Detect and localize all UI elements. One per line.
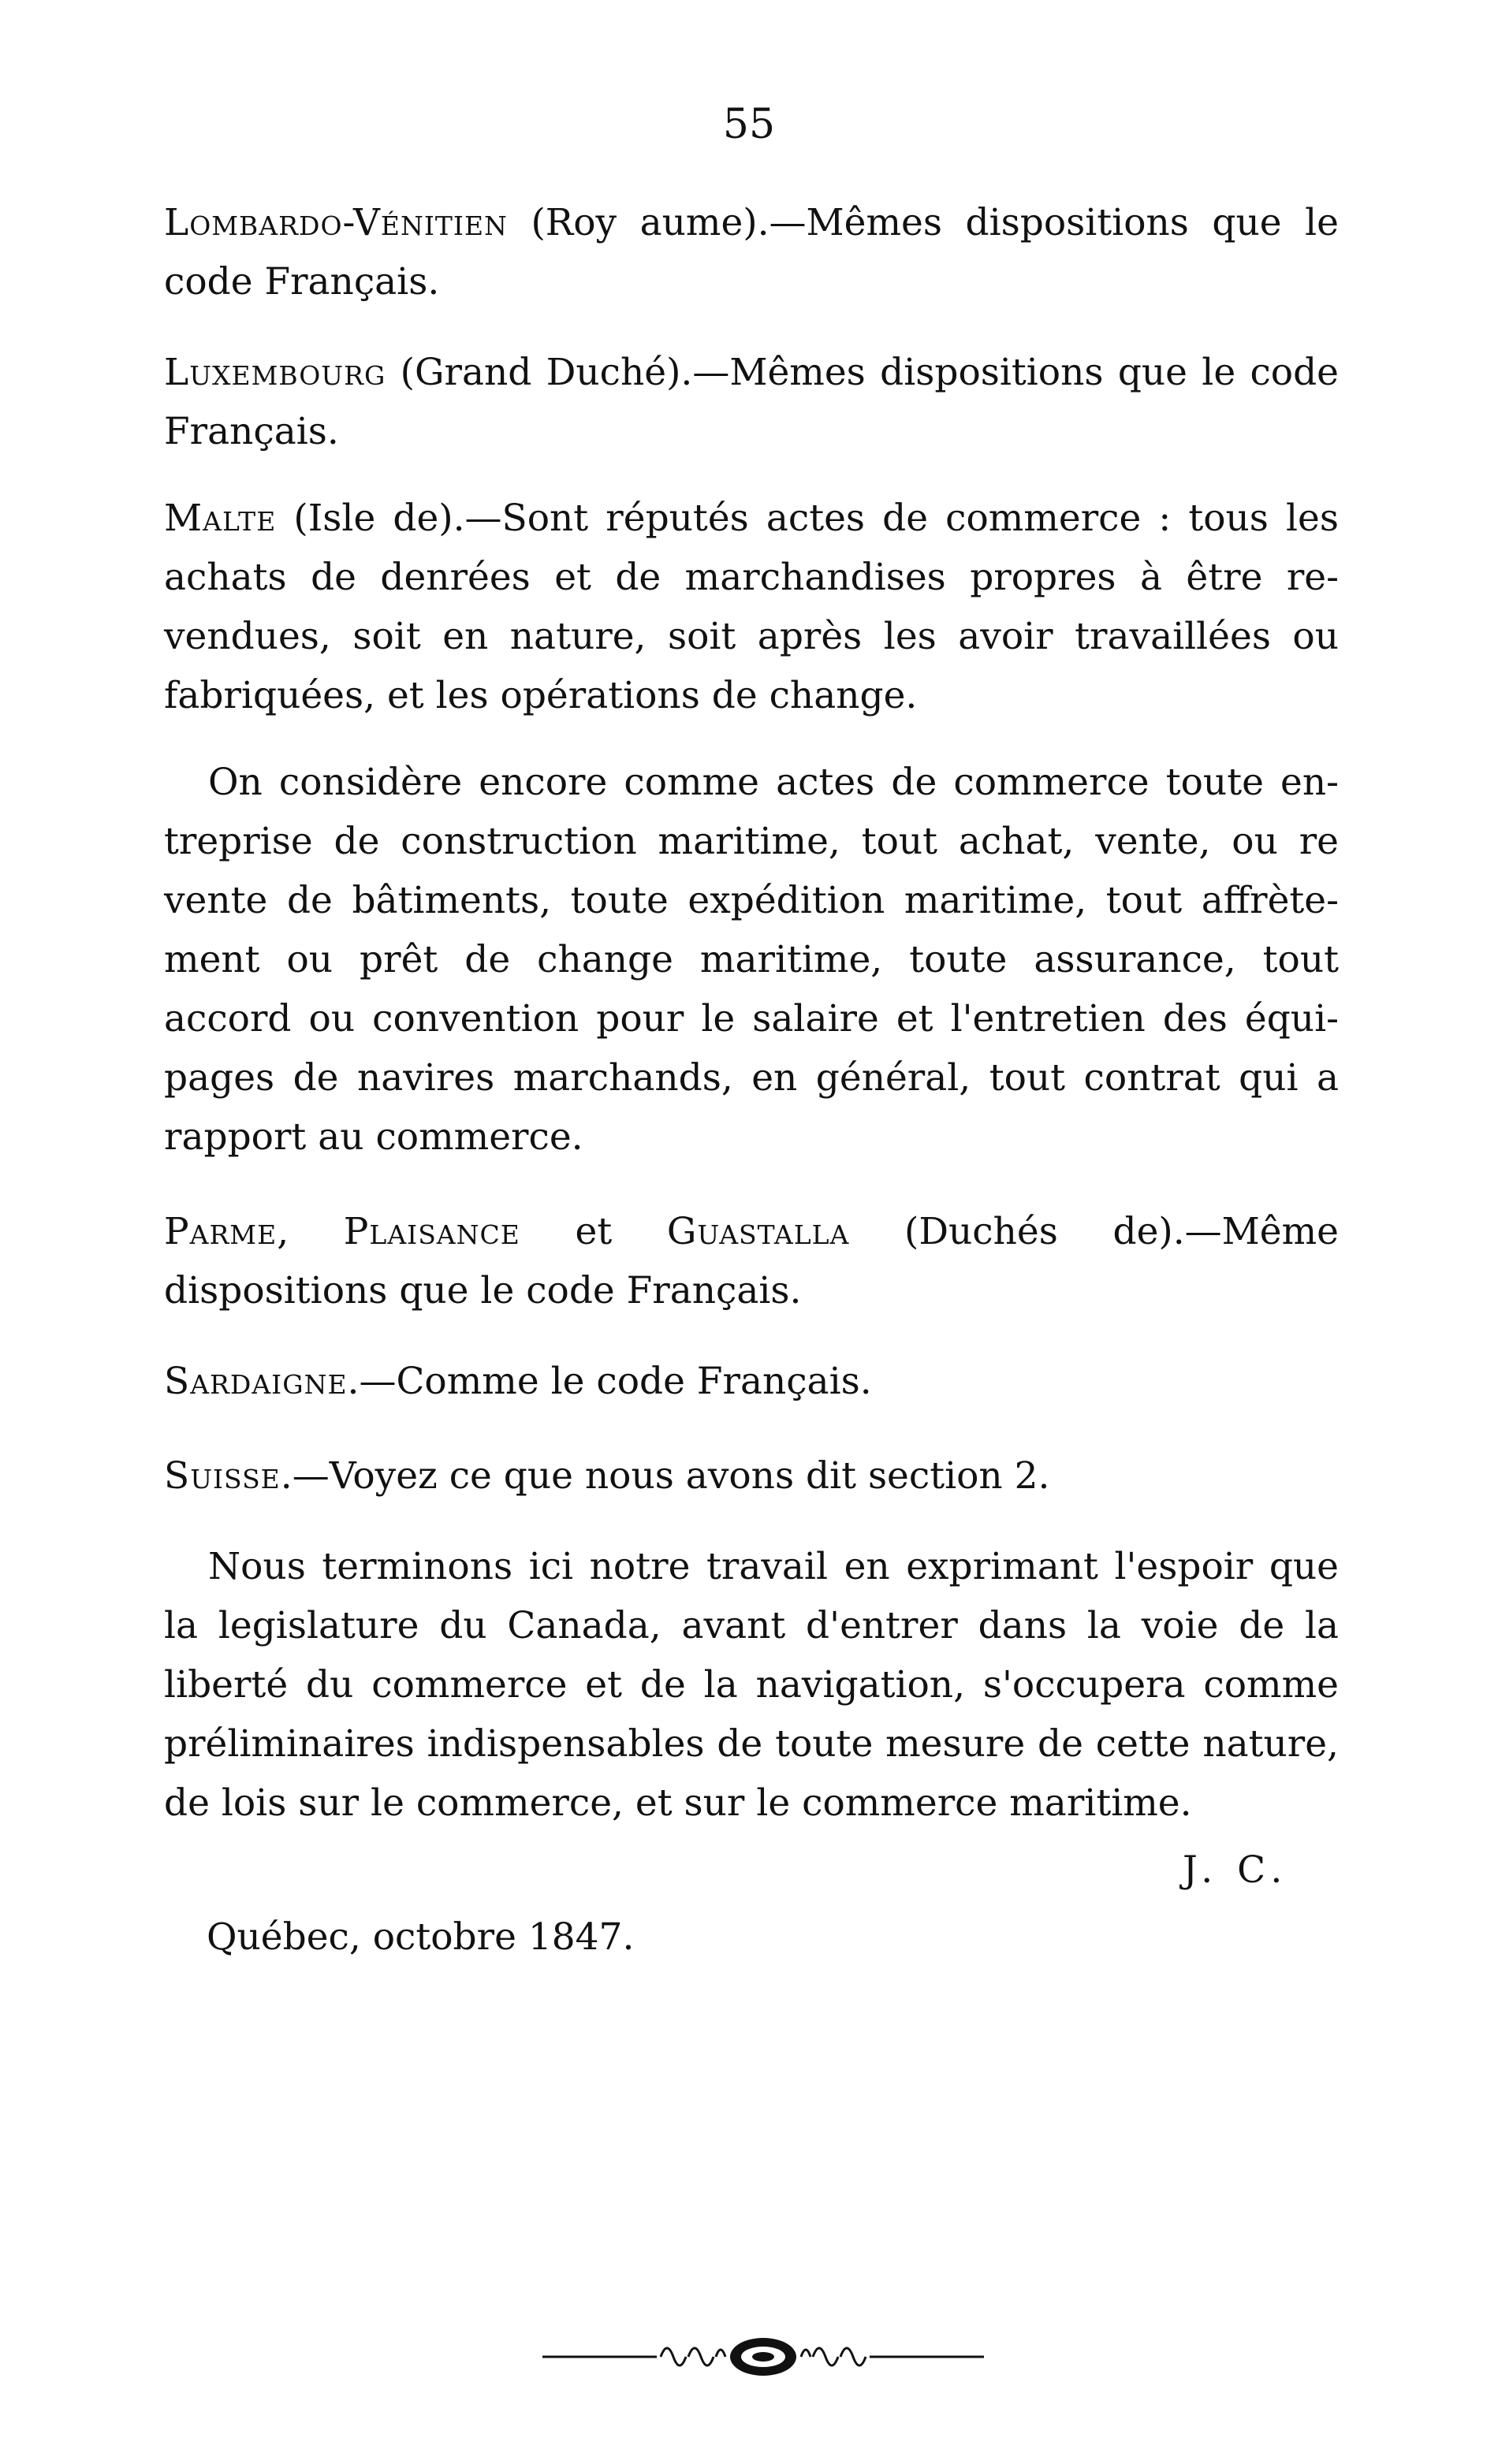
entry-malte	[164, 489, 1339, 725]
entry-text: (Isle de).—Sont réputés actes de commerce : tous les achats de denrées et de marchandises propres à être re-vendues, soit en nature, soit après les avoir travaillées ou fabriquées, et les opérations de change.	[164, 497, 1339, 717]
entry-text: (Roy aume).—Mêmes dispositions que le code Français.	[164, 201, 1339, 303]
entry-suisse	[164, 1446, 1339, 1506]
entry-text: .—Voyez ce que nous avons dit section 2.	[280, 1454, 1050, 1498]
entry-text: (Grand Duché).—Mêmes dispositions que le code Français.	[164, 351, 1339, 453]
entry-heading-guastalla: Guastalla	[666, 1210, 850, 1253]
entry-sardaigne	[164, 1352, 1339, 1411]
paragraph-text: Nous terminons ici notre travail en exprimant l'espoir que la legislature du Canada, avant d'entrer dans la voie de la liberté du commerce et de la navigation, s'occupera comme préliminaires indispensables de toute mesure de cette nature, de lois sur le commerce, et sur le commerce maritime.	[164, 1545, 1339, 1825]
entry-lombardo-venitien	[164, 193, 1339, 311]
entry-heading-plaisance: Plaisance	[343, 1210, 520, 1253]
entry-luxembourg	[164, 343, 1339, 461]
page-number: 55	[722, 101, 776, 148]
paragraph-conclusion	[164, 1537, 1339, 1833]
entry-heading: Malte	[164, 497, 277, 540]
entry-heading: Suisse	[164, 1454, 281, 1498]
entry-heading: Sardaigne	[164, 1360, 348, 1403]
place-date: Québec, octobre 1847.	[207, 1915, 635, 1959]
paragraph-actes-de-commerce	[164, 753, 1339, 1167]
entry-text: (Duchés de).—Même dispositions que le code Français.	[164, 1210, 1339, 1312]
entry-separator: et	[520, 1210, 667, 1253]
entry-heading-parme: Parme	[164, 1210, 278, 1253]
entry-text: .—Comme le code Français.	[347, 1360, 872, 1403]
entry-parme	[164, 1202, 1339, 1320]
paragraph-text: On considère encore comme actes de commerce toute en-treprise de construction maritime, tout achat, vente, ou re vente de bâtiments, toute expédition maritime, tout affrète-ment ou prêt de change maritime, toute assurance, tout accord ou convention pour le salaire et l'entretien des équi-pages de navires marchands, en général, tout contrat qui a rapport au commerce.	[164, 761, 1339, 1159]
entry-separator: ,	[277, 1210, 344, 1253]
entry-heading: Lombardo-Vénitien	[164, 201, 508, 244]
entry-heading: Luxembourg	[164, 351, 386, 394]
decorative-rule-ornament-icon	[542, 2329, 984, 2384]
signature: J. C.	[1183, 1848, 1289, 1892]
